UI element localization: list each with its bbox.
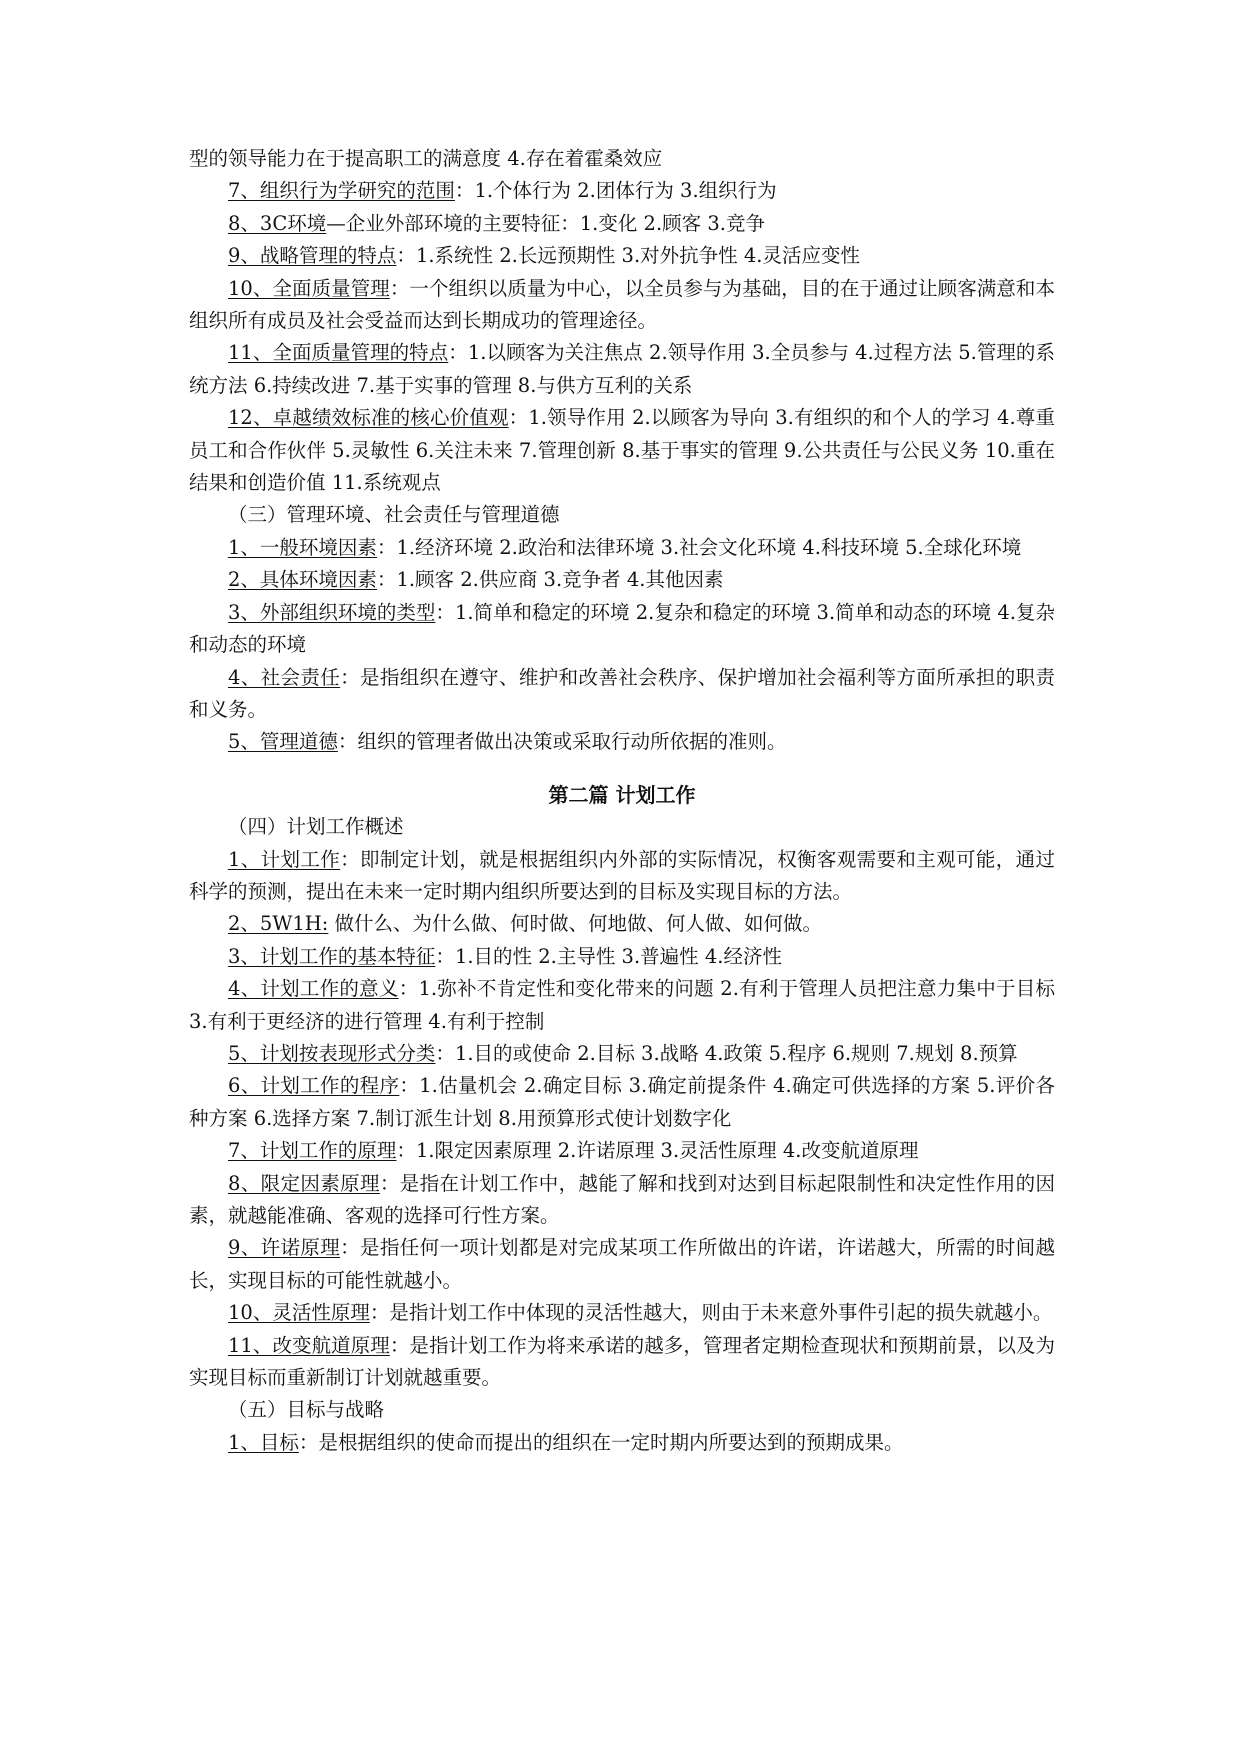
- item-separator: ：: [340, 847, 360, 871]
- definition-item: [189, 1330, 1055, 1395]
- item-body: 是指计划工作中体现的灵活性越大，则由于未来意外事件引起的损失就越小。: [389, 1301, 1053, 1325]
- item-body: 1.顾客 2.供应商 3.竞争者 4.其他因素: [396, 568, 724, 592]
- item-body: 1.目的性 2.主导性 3.普遍性 4.经济性: [454, 944, 782, 968]
- item-body: 是指任何一项计划都是对完成某项工作所做出的许诺，许诺越大，所需的时间越长，实现目标的可能性就越小。: [189, 1236, 1055, 1292]
- item-term: 1、一般环境因素: [228, 535, 377, 559]
- item-body: 组织的管理者做出决策或采取行动所依据的准则。: [357, 730, 787, 754]
- item-separator: ：: [448, 341, 468, 365]
- item-body: 是根据组织的使命而提出的组织在一定时期内所要达到的预期成果。: [318, 1430, 904, 1454]
- definition-item: [189, 564, 1055, 596]
- definition-item: [189, 941, 1055, 973]
- item-body: 1.领导作用 2.以顾客为导向 3.有组织的和个人的学习 4.尊重员工和合作伙伴 5.灵敏性 6.关注未来 7.管理创新 8.基于事实的管理 9.公共责任与公民义务 10.重在结果和创造价值 11.系统观点: [189, 406, 1055, 495]
- item-separator: ：: [435, 1041, 455, 1065]
- item-separator: ：: [298, 1430, 319, 1454]
- item-body: 是指在计划工作中，越能了解和找到对达到目标起限制性和决定性作用的因素，就越能准确、客观的选择可行性方案。: [189, 1171, 1055, 1227]
- item-term: 6、计划工作的程序: [228, 1074, 400, 1098]
- item-term: 3、计划工作的基本特征: [228, 944, 436, 968]
- item-separator: —: [326, 211, 346, 235]
- item-term: 1、目标: [228, 1430, 299, 1454]
- definition-item: [189, 844, 1055, 909]
- item-separator: ：: [340, 665, 360, 689]
- item-separator: ：: [376, 568, 397, 592]
- item-body: 1.简单和稳定的环境 2.复杂和稳定的环境 3.简单和动态的环境 4.复杂和动态的环境: [189, 600, 1055, 657]
- item-body: 做什么、为什么做、何时做、何地做、何人做、如何做。: [334, 912, 823, 936]
- item-body: 1.系统性 2.长远预期性 3.对外抗争性 4.灵活应变性: [415, 244, 860, 268]
- item-term: 1、计划工作: [228, 847, 341, 871]
- item-separator: ：: [435, 600, 455, 624]
- item-term: 5、计划按表现形式分类: [228, 1041, 436, 1065]
- item-separator: ：: [435, 944, 455, 968]
- item-term: 11、全面质量管理的特点: [228, 341, 449, 365]
- item-body: 1.经济环境 2.政治和法律环境 3.社会文化环境 4.科技环境 5.全球化环境: [396, 535, 1022, 559]
- definition-item: [189, 273, 1055, 338]
- definition-item: [189, 1297, 1055, 1329]
- definition-item: [189, 1168, 1055, 1233]
- item-term: 10、全面质量管理: [228, 276, 390, 300]
- definition-item: [189, 208, 1055, 240]
- item-body: 一个组织以质量为中心，以全员参与为基础，目的在于通过让顾客满意和本组织所有成员及社会受益而达到长期成功的管理途径。: [189, 276, 1055, 333]
- definition-item: [189, 240, 1055, 272]
- item-separator: ：: [454, 179, 475, 203]
- item-body: 是指组织在遵守、维护和改善社会秩序、保护增加社会福利等方面所承担的职责和义务。: [189, 665, 1055, 721]
- item-separator: ：: [396, 1139, 416, 1163]
- definition-item: [189, 1232, 1055, 1297]
- item-separator: ：: [369, 1301, 390, 1325]
- item-separator: ：: [389, 1333, 410, 1357]
- item-separator: ：: [376, 535, 397, 559]
- definition-item: [189, 337, 1055, 402]
- definition-item: [189, 662, 1055, 727]
- continuation-text: 型的领导能力在于提高职工的满意度 4.存在着霍桑效应: [189, 147, 663, 170]
- item-term: 4、计划工作的意义: [228, 977, 399, 1001]
- item-body: 1.个体行为 2.团体行为 3.组织行为: [474, 179, 777, 203]
- item-term: 9、战略管理的特点: [228, 244, 397, 268]
- section-subheading: （五）目标与战略: [228, 1398, 385, 1422]
- item-term: 8、限定因素原理: [228, 1171, 380, 1195]
- item-term: 10、灵活性原理: [228, 1301, 370, 1325]
- item-term: 7、组织行为学研究的范围: [228, 179, 455, 203]
- item-separator: ：: [340, 1236, 360, 1260]
- item-term: 9、许诺原理: [228, 1236, 341, 1260]
- item-body: 1.限定因素原理 2.许诺原理 3.灵活性原理 4.改变航道原理: [415, 1139, 919, 1163]
- definition-item: [189, 532, 1055, 564]
- item-term: 7、计划工作的原理: [228, 1139, 397, 1163]
- item-body: 1.以顾客为关注焦点 2.领导作用 3.全员参与 4.过程方法 5.管理的系统方法 6.持续改进 7.基于实事的管理 8.与供方互利的关系: [189, 341, 1055, 397]
- definition-item: [189, 1427, 1055, 1459]
- item-term: 5、管理道德: [228, 730, 338, 754]
- item-term: 4、社会责任: [228, 665, 341, 689]
- item-separator: ：: [337, 730, 358, 754]
- document-body: [189, 143, 1055, 1459]
- part-title: 第二篇 计划工作: [548, 782, 696, 807]
- item-body: 1.弥补不肯定性和变化带来的问题 2.有利于管理人员把注意力集中于目标 3.有利于更经济的进行管理 4.有利于控制: [189, 977, 1055, 1033]
- definition-item: [189, 402, 1055, 499]
- item-body: 即制定计划，就是根据组织内外部的实际情况，权衡客观需要和主观可能，通过科学的预测，提出在未来一定时期内组织所要达到的目标及实现目标的方法。: [189, 847, 1055, 903]
- definition-item: [189, 1038, 1055, 1070]
- item-separator: ：: [508, 406, 529, 430]
- item-separator: ：: [396, 244, 416, 268]
- definition-item: [189, 175, 1055, 207]
- item-term: 2、5W1H:: [228, 912, 329, 936]
- definition-item: [189, 597, 1055, 662]
- item-body: 企业外部环境的主要特征：1.变化 2.顾客 3.竞争: [345, 211, 765, 235]
- definition-item: [189, 908, 1055, 940]
- item-separator: ：: [399, 1074, 420, 1098]
- item-term: 12、卓越绩效标准的核心价值观: [228, 406, 509, 430]
- definition-item: [189, 1070, 1055, 1135]
- item-term: 11、改变航道原理: [228, 1333, 390, 1357]
- definition-item: [189, 726, 1055, 758]
- item-separator: ：: [398, 977, 419, 1001]
- definition-item: [189, 1135, 1055, 1167]
- section-subheading: （四）计划工作概述: [228, 815, 404, 839]
- item-body: 1.目的或使命 2.目标 3.战略 4.政策 5.程序 6.规则 7.规划 8.预算: [454, 1041, 1018, 1065]
- item-separator: ：: [389, 276, 410, 300]
- item-body: 是指计划工作为将来承诺的越多，管理者定期检查现状和预期前景，以及为实现目标而重新制订计划就越重要。: [189, 1333, 1055, 1390]
- item-term: 8、3C环境: [228, 211, 327, 235]
- item-body: 1.估量机会 2.确定目标 3.确定前提条件 4.确定可供选择的方案 5.评价各种方案 6.选择方案 7.制订派生计划 8.用预算形式使计划数字化: [189, 1074, 1055, 1130]
- item-separator: ：: [379, 1171, 400, 1195]
- item-term: 3、外部组织环境的类型: [228, 600, 436, 624]
- item-term: 2、具体环境因素: [228, 568, 377, 592]
- section-subheading: （三）管理环境、社会责任与管理道德: [228, 503, 560, 527]
- definition-item: [189, 973, 1055, 1038]
